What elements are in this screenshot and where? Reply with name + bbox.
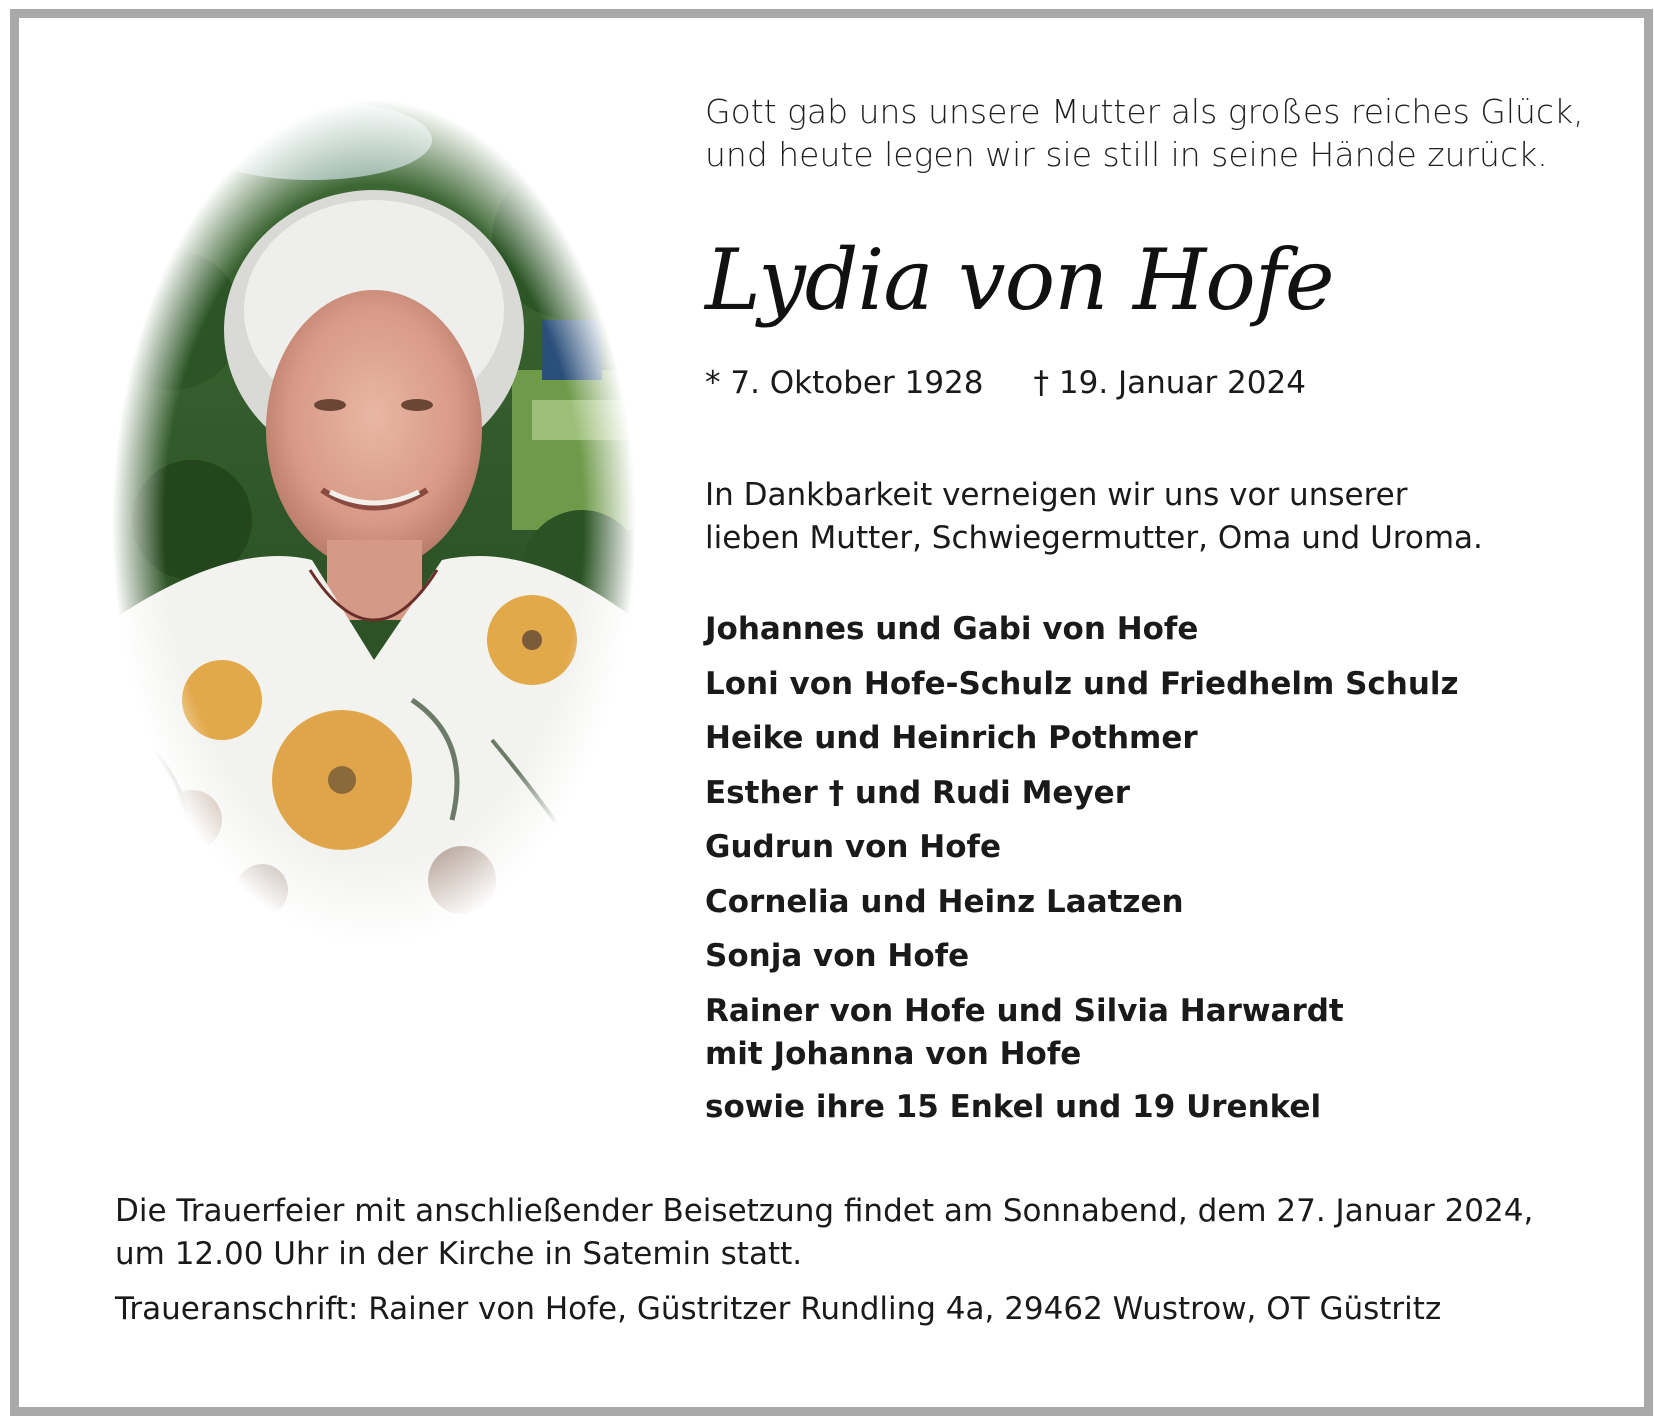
family-entry: Esther † und Rudi Meyer [705, 774, 1130, 811]
family-entry: Heike und Heinrich Pothmer [705, 720, 1198, 756]
service-info [115, 1190, 1555, 1276]
deceased-name: Lydia von Hofe [705, 231, 1334, 329]
service-line: um 12.00 Uhr in der Kirche in Satemin statt. [115, 1236, 803, 1272]
family-entry-line: Rainer von Hofe und Silvia Harwardt [705, 992, 1344, 1029]
family-entry: Loni von Hofe-Schulz und Friedhelm Schulz [705, 665, 1459, 702]
family-entry-line: mit Johanna von Hofe [705, 1035, 1082, 1072]
service-line: Die Trauerfeier mit anschließender Beisetzung findet am Sonnabend, dem 27. Januar 2024, [115, 1193, 1534, 1229]
death-date: † 19. Januar 2024 [1033, 365, 1306, 401]
mourning-address: Traueranschrift: Rainer von Hofe, Güstritzer Rundling 4a, 29462 Wustrow, OT Güstritz [115, 1291, 1442, 1327]
verse-line: und heute legen wir sie still in seine Hände zurück. [705, 135, 1548, 174]
family-list [705, 602, 1459, 1134]
gratitude-line: In Dankbarkeit verneigen wir uns vor unserer [705, 477, 1408, 513]
family-entry [705, 984, 1459, 1080]
life-dates [705, 363, 1306, 403]
gratitude-line: lieben Mutter, Schwiegermutter, Oma und Uroma. [705, 520, 1483, 556]
family-entry: Johannes und Gabi von Hofe [705, 611, 1199, 647]
birth-date: * 7. Oktober 1928 [705, 365, 984, 401]
family-entry: sowie ihre 15 Enkel und 19 Urenkel [705, 1088, 1322, 1125]
portrait-photo [112, 100, 636, 946]
family-entry: Cornelia und Heinz Laatzen [705, 883, 1184, 920]
verse [705, 90, 1584, 176]
verse-line: Gott gab uns unsere Mutter als großes reiches Glück, [705, 92, 1584, 131]
gratitude-text [705, 474, 1483, 560]
family-entry: Sonja von Hofe [705, 938, 970, 974]
family-entry: Gudrun von Hofe [705, 829, 1002, 865]
